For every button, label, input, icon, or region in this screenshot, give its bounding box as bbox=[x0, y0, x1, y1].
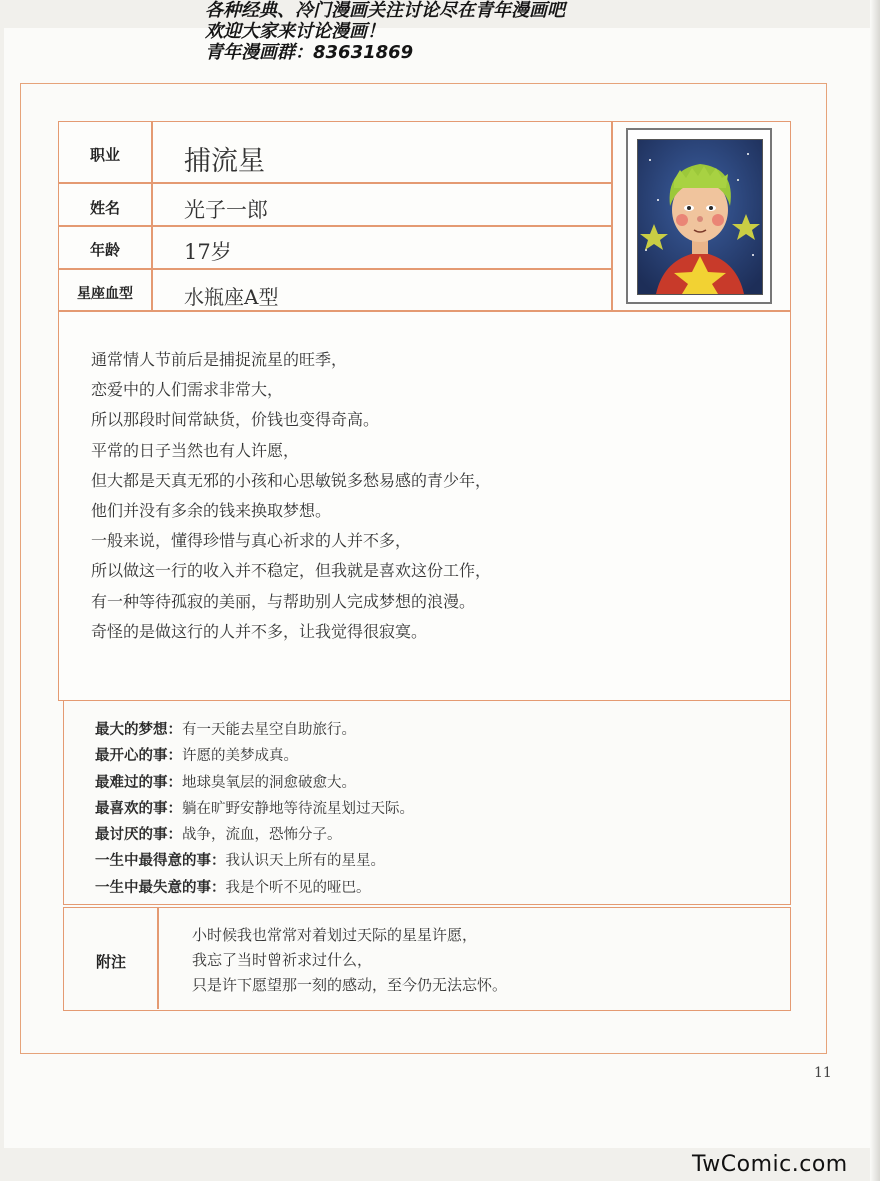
favorite-value: 躺在旷野安静地等待流星划过天际。 bbox=[182, 800, 414, 817]
name-label: 姓名 bbox=[89, 199, 120, 217]
page-number: 11 bbox=[814, 1065, 832, 1081]
description-line: 通常情人节前后是捕捉流星的旺季， bbox=[91, 350, 348, 369]
age-label: 年龄 bbox=[89, 241, 120, 259]
description-line: 但大都是天真无邪的小孩和心思敏锐多愁易感的青少年， bbox=[91, 470, 492, 490]
job-label: 职业 bbox=[89, 146, 120, 164]
favorite-value: 我是个听不见的哑巴。 bbox=[225, 879, 371, 896]
scan-watermark bbox=[205, 0, 725, 63]
header-bottom-divider bbox=[59, 310, 790, 312]
favorite-key: 最讨厌的事： bbox=[95, 826, 182, 844]
character-portrait bbox=[626, 128, 772, 304]
favorite-item bbox=[95, 796, 745, 822]
favorite-value: 地球臭氧层的洞愈破愈大。 bbox=[182, 774, 356, 791]
label-divider bbox=[151, 122, 153, 310]
favorite-key: 一生中最得意的事： bbox=[95, 852, 226, 870]
watermark-line-1: 各种经典、冷门漫画关注讨论尽在青年漫画吧 bbox=[205, 0, 565, 21]
favorite-item bbox=[95, 848, 745, 874]
favorite-key: 最难过的事： bbox=[95, 773, 182, 791]
favorites-list bbox=[95, 717, 745, 901]
note-line: 我忘了当时曾祈求过什么， bbox=[192, 951, 373, 969]
favorite-value: 许愿的美梦成真。 bbox=[182, 748, 298, 765]
note-label: 附注 bbox=[95, 953, 126, 971]
sign-blood-value: 水瓶座A型 bbox=[184, 285, 279, 309]
portrait-illustration bbox=[637, 139, 763, 295]
page-edge-shadow bbox=[870, 0, 880, 1181]
portrait-divider bbox=[611, 122, 613, 310]
note-text bbox=[192, 923, 752, 998]
description-line: 有一种等待孤寂的美丽，与帮助别人完成梦想的浪漫。 bbox=[91, 591, 476, 611]
site-watermark: TwComic.com bbox=[692, 1152, 848, 1177]
favorite-key: 最开心的事： bbox=[95, 747, 182, 765]
age-value: 17岁 bbox=[184, 240, 232, 264]
row-divider bbox=[59, 268, 612, 270]
watermark-line-3: 青年漫画群：83631869 bbox=[205, 42, 414, 63]
favorite-value: 战争，流血，恐怖分子。 bbox=[182, 827, 342, 844]
sign-blood-label: 星座血型 bbox=[77, 286, 133, 302]
favorite-item bbox=[95, 875, 745, 901]
job-value: 捕流星 bbox=[184, 146, 265, 177]
note-line: 小时候我也常常对着划过天际的星星许愿， bbox=[192, 926, 478, 944]
watermark-line-2: 欢迎大家来讨论漫画！ bbox=[205, 21, 385, 42]
favorite-item bbox=[95, 743, 745, 769]
description-line: 恋爱中的人们需求非常大， bbox=[91, 380, 284, 400]
favorite-value: 我认识天上所有的星星。 bbox=[225, 853, 385, 870]
favorite-item bbox=[95, 822, 745, 848]
name-value: 光子一郎 bbox=[184, 198, 268, 222]
favorite-item bbox=[95, 717, 745, 743]
description-paragraph bbox=[91, 345, 691, 647]
note-line: 只是许下愿望那一刻的感动，至今仍无法忘怀。 bbox=[192, 976, 508, 994]
description-line: 一般来说，懂得珍惜与真心祈求的人并不多， bbox=[91, 531, 412, 551]
note-divider bbox=[157, 908, 159, 1009]
favorite-value: 有一天能去星空自助旅行。 bbox=[182, 722, 356, 738]
description-line: 所以做这一行的收入并不稳定，但我就是喜欢这份工作， bbox=[91, 561, 492, 581]
description-line: 奇怪的是做这行的人并不多，让我觉得很寂寞。 bbox=[91, 621, 428, 641]
description-line: 他们并没有多余的钱来换取梦想。 bbox=[91, 501, 332, 521]
favorite-item bbox=[95, 770, 745, 796]
favorite-key: 最大的梦想： bbox=[95, 721, 182, 738]
favorite-key: 一生中最失意的事： bbox=[95, 878, 226, 896]
description-line: 所以那段时间常缺货，价钱也变得奇高。 bbox=[91, 410, 380, 430]
favorite-key: 最喜欢的事： bbox=[95, 799, 182, 817]
row-divider bbox=[59, 225, 612, 227]
row-divider bbox=[59, 182, 612, 184]
description-line: 平常的日子当然也有人许愿， bbox=[91, 440, 300, 460]
